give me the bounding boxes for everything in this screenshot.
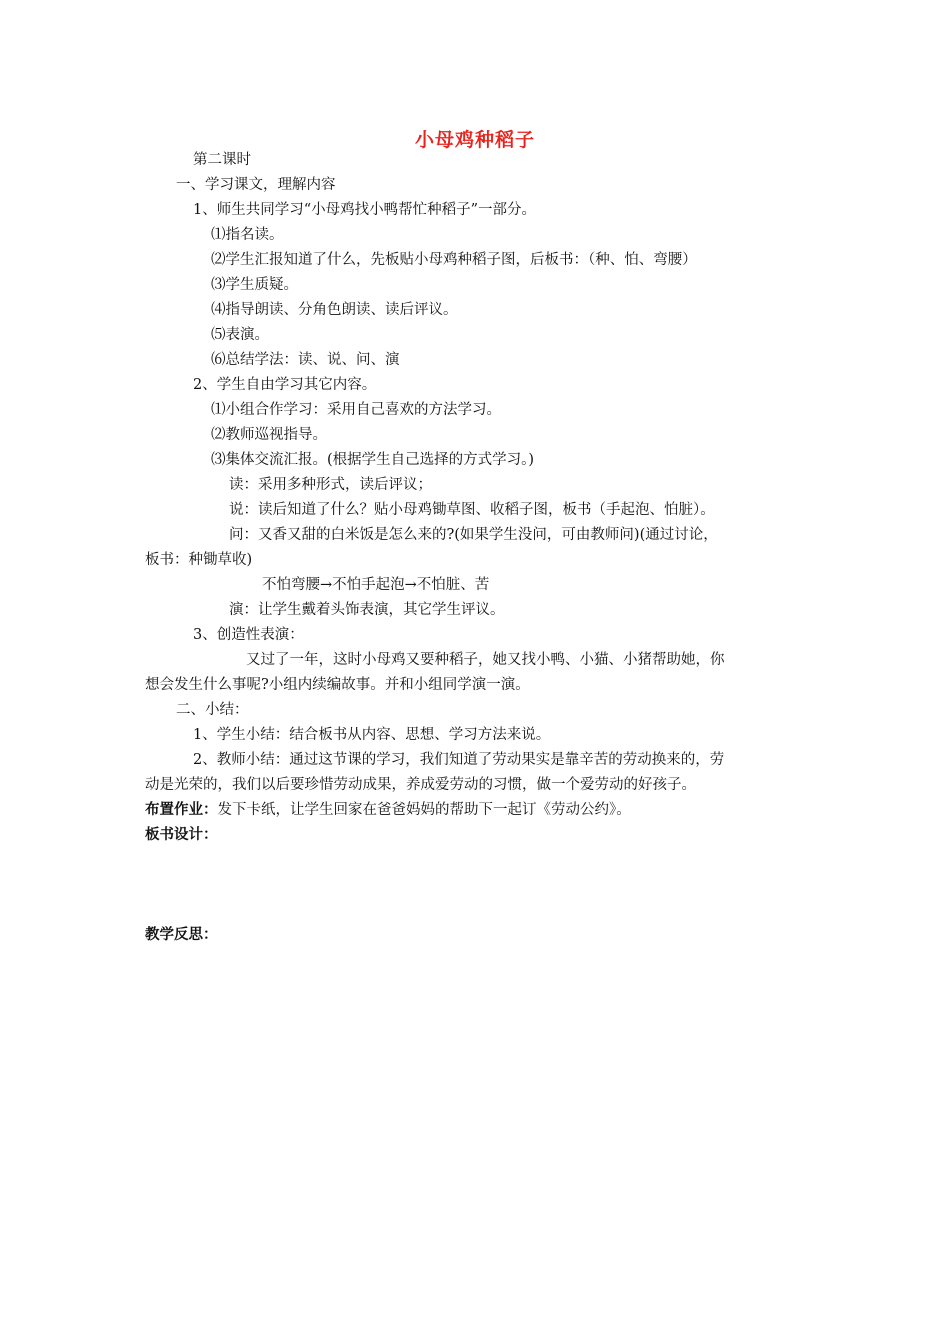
step-1-item-1: ⑴指名读。 bbox=[211, 227, 284, 243]
step-2-item-2: ⑵教师巡视指导。 bbox=[211, 427, 327, 443]
step-2-item-3: ⑶集体交流汇报。(根据学生自己选择的方式学习。) bbox=[211, 452, 535, 468]
step-1-item-2: ⑵学生汇报知道了什么，先板贴小母鸡种稻子图，后板书：（种、怕、弯腰） bbox=[211, 252, 697, 268]
speak-activity: 说：读后知道了什么？贴小母鸡锄草图、收稻子图，板书（手起泡、怕脏）。 bbox=[229, 502, 715, 518]
section-heading-2: 二、小结： bbox=[176, 702, 249, 718]
homework-label: 布置作业： bbox=[145, 802, 218, 818]
homework-line bbox=[145, 800, 631, 820]
step-1-item-3: ⑶学生质疑。 bbox=[211, 277, 298, 293]
step-1-heading: 1、师生共同学习“小母鸡找小鸭帮忙种稻子”一部分。 bbox=[193, 202, 537, 218]
teacher-summary-line-2: 动是光荣的，我们以后要珍惜劳动成果，养成爱劳动的习惯，做一个爱劳动的好孩子。 bbox=[145, 777, 696, 793]
step-3-paragraph-line-1: 又过了一年，这时小母鸡又要种稻子，她又找小鸭、小猫、小猪帮助她，你 bbox=[246, 652, 725, 668]
student-summary: 1、学生小结：结合板书从内容、思想、学习方法来说。 bbox=[193, 727, 551, 743]
ask-activity-continued: 板书：种锄草收) bbox=[145, 552, 253, 568]
step-2-heading: 2、学生自由学习其它内容。 bbox=[193, 377, 377, 393]
lesson-period: 第二课时 bbox=[193, 152, 251, 168]
document-title: 小母鸡种稻子 bbox=[414, 129, 535, 151]
step-1-item-5: ⑸表演。 bbox=[211, 327, 269, 343]
board-design-label: 板书设计： bbox=[145, 827, 218, 843]
reflection-label: 教学反思： bbox=[145, 927, 218, 943]
step-3-paragraph-line-2: 想会发生什么事呢?小组内续编故事。并和小组同学演一演。 bbox=[145, 677, 530, 693]
step-3-heading: 3、创造性表演： bbox=[193, 627, 304, 643]
board-chain: 不怕弯腰→不怕手起泡→不怕脏、苦 bbox=[262, 577, 490, 593]
perform-activity: 演：让学生戴着头饰表演，其它学生评议。 bbox=[229, 602, 505, 618]
section-heading-1: 一、学习课文，理解内容 bbox=[176, 177, 336, 193]
read-activity: 读：采用多种形式，读后评议； bbox=[229, 477, 432, 493]
step-1-item-6: ⑹总结学法：读、说、问、演 bbox=[211, 352, 400, 368]
ask-activity: 问：又香又甜的白米饭是怎么来的?(如果学生没问，可由教师问)(通过讨论， bbox=[229, 527, 718, 543]
step-1-item-4: ⑷指导朗读、分角色朗读、读后评议。 bbox=[211, 302, 458, 318]
homework-text: 发下卡纸，让学生回家在爸爸妈妈的帮助下一起订《劳动公约》。 bbox=[217, 802, 631, 818]
step-2-item-1: ⑴小组合作学习：采用自己喜欢的方法学习。 bbox=[211, 402, 501, 418]
teacher-summary-line-1: 2、教师小结：通过这节课的学习，我们知道了劳动果实是靠辛苦的劳动换来的，劳 bbox=[193, 752, 725, 768]
